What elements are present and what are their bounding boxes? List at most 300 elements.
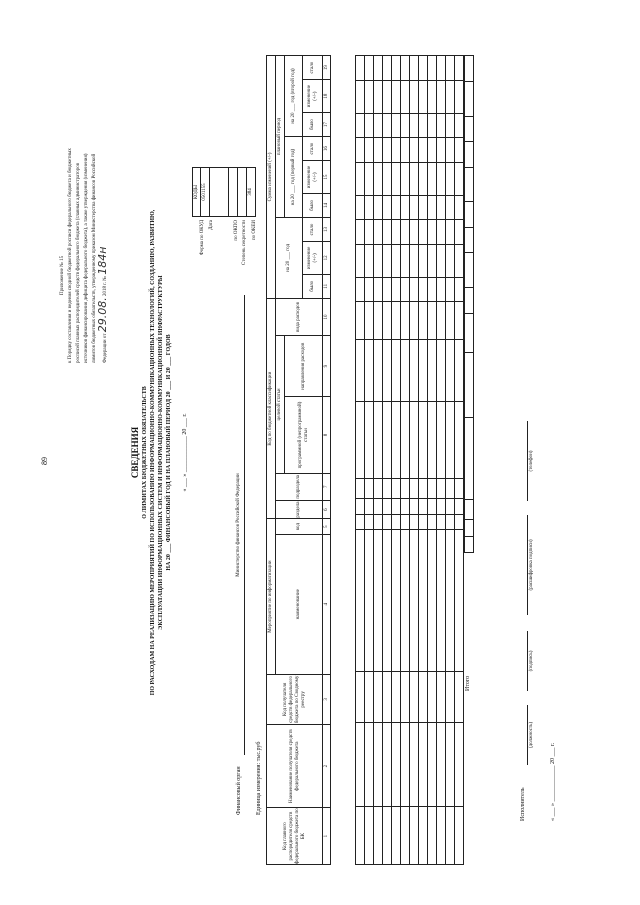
h-y1-became: стало (303, 137, 323, 161)
table-cell (365, 672, 374, 723)
table-cell (374, 277, 383, 301)
table-cell (365, 723, 374, 807)
table-cell (356, 401, 365, 479)
table-row (410, 56, 419, 865)
table-cell (356, 244, 365, 277)
total-label: Итого (465, 675, 471, 691)
table-cell (392, 514, 401, 530)
table-cell (455, 138, 464, 162)
table-cell (446, 220, 455, 244)
table-cell (437, 195, 446, 219)
position-caption: (должность) (529, 721, 534, 749)
fin-organ-underline (244, 295, 245, 755)
table-cell (383, 220, 392, 244)
table-cell (419, 195, 428, 219)
table-cell (356, 162, 365, 195)
table-cell (401, 339, 410, 401)
table-cell (419, 162, 428, 195)
total-cell (465, 142, 474, 168)
table-cell (455, 479, 464, 499)
col-num: 6 (323, 500, 331, 519)
h-y2-was: было (303, 113, 323, 137)
table-cell (365, 277, 374, 301)
table-cell (356, 723, 365, 807)
col-num: 17 (323, 113, 331, 137)
table-cell (428, 195, 437, 219)
table-cell (392, 113, 401, 137)
col-num: 1 (323, 808, 331, 865)
table-cell (410, 220, 419, 244)
table-cell (374, 514, 383, 530)
total-table (464, 55, 474, 553)
h-section: раздела (276, 500, 323, 519)
table-cell (392, 195, 401, 219)
table-cell (383, 277, 392, 301)
table-cell (365, 138, 374, 162)
table-cell (455, 195, 464, 219)
table-cell (392, 277, 401, 301)
table-cell (428, 401, 437, 479)
table-cell (392, 479, 401, 499)
table-cell (455, 672, 464, 723)
table-cell (356, 499, 365, 515)
appendix-line-2: к Порядку составления и ведения сводной бюджетной росписи федерального бюджета и бюджетных (68, 148, 73, 363)
table-cell (401, 807, 410, 865)
table-cell (374, 479, 383, 499)
table-row (401, 56, 410, 865)
table-cell (365, 339, 374, 401)
table-cell (401, 220, 410, 244)
table-cell (410, 530, 419, 672)
table-cell (446, 56, 455, 81)
codes-header: КОДЫ (193, 168, 201, 217)
total-cell (465, 313, 474, 352)
phone-caption: (телефон) (529, 450, 534, 472)
table-cell (383, 807, 392, 865)
table-cell (410, 138, 419, 162)
table-cell (446, 530, 455, 672)
table-cell (392, 244, 401, 277)
table-cell (401, 277, 410, 301)
fin-organ-label: Финансовый орган (236, 766, 242, 815)
table-cell (446, 672, 455, 723)
table-cell (419, 80, 428, 113)
table-row (446, 56, 455, 865)
table-cell (428, 138, 437, 162)
table-cell (446, 277, 455, 301)
table-cell (410, 401, 419, 479)
table-cell (401, 80, 410, 113)
table-cell (401, 401, 410, 479)
table-cell (401, 244, 410, 277)
col-num: 7 (323, 473, 331, 500)
table-cell (365, 220, 374, 244)
table-cell (446, 401, 455, 479)
table-cell (428, 220, 437, 244)
table-cell (401, 479, 410, 499)
table-cell (428, 302, 437, 340)
table-cell (428, 162, 437, 195)
limits-table (266, 55, 331, 865)
table-cell (365, 401, 374, 479)
h-exptype: вида расходов (276, 298, 323, 335)
table-cell (374, 138, 383, 162)
table-cell (437, 302, 446, 340)
table-cell (455, 339, 464, 401)
total-cell (465, 56, 474, 82)
table-cell (410, 479, 419, 499)
h-year2: на 20 ___ год (второй год) (285, 56, 303, 137)
total-cell (465, 418, 474, 499)
table-cell (428, 530, 437, 672)
table-cell (437, 138, 446, 162)
table-cell (401, 162, 410, 195)
h-y0-became: стало (303, 217, 323, 241)
title-date-line: « ___ » ____________ 20 ___ г. (182, 413, 188, 492)
data-rows-table (355, 55, 464, 865)
table-cell (428, 723, 437, 807)
table-cell (374, 723, 383, 807)
table-cell (410, 723, 419, 807)
table-cell (419, 499, 428, 515)
table-cell (455, 302, 464, 340)
table-cell (401, 499, 410, 515)
table-cell (356, 530, 365, 672)
table-cell (410, 672, 419, 723)
table-cell (401, 672, 410, 723)
table-cell (419, 514, 428, 530)
appendix-mid: 2018 г. № (103, 276, 108, 297)
appendix-number-handwritten: 184н (96, 246, 109, 275)
table-cell (419, 401, 428, 479)
h-y2-change: изменение (+/-) (303, 80, 323, 113)
table-cell (419, 723, 428, 807)
table-cell (446, 514, 455, 530)
col-num: 2 (323, 725, 331, 808)
table-cell (374, 162, 383, 195)
title-line-4: ЭКСПЛУАТАЦИИ ИНФОРМАЦИОННЫХ СИСТЕМ И ИНФОРМАЦИОННО-КОММУНИКАЦИОННОЙ ИНФРАСТРУКТУРЫ (158, 275, 164, 630)
total-cell (465, 81, 474, 116)
table-cell (446, 499, 455, 515)
position-line (527, 705, 528, 765)
table-cell (392, 80, 401, 113)
table-cell (437, 56, 446, 81)
col-num: 12 (323, 242, 331, 275)
table-cell (383, 113, 392, 137)
h-event-code: код (276, 519, 323, 534)
h-direction: направления расходов (285, 336, 323, 397)
table-cell (410, 339, 419, 401)
decode-caption: (расшифровка подписи) (529, 539, 534, 591)
table-cell (392, 807, 401, 865)
h-subsection: подраздела (276, 473, 323, 500)
table-cell (446, 479, 455, 499)
table-cell (383, 56, 392, 81)
col-num: 18 (323, 80, 331, 113)
table-cell (455, 56, 464, 81)
table-cell (437, 244, 446, 277)
table-cell (383, 302, 392, 340)
h-gr-code: Код главного распорядителя средств федерального бюджета по БК (267, 808, 323, 865)
table-cell (428, 56, 437, 81)
table-cell (356, 195, 365, 219)
table-cell (428, 113, 437, 137)
table-cell (455, 113, 464, 137)
h-program: программной (непрограммной) статьи (285, 397, 323, 474)
table-cell (356, 277, 365, 301)
table-cell (410, 499, 419, 515)
col-num: 8 (323, 397, 331, 474)
title-line-3: ПО РАСХОДАМ НА РЕАЛИЗАЦИЮ МЕРОПРИЯТИЙ ПО ИСПОЛЬЗОВАНИЮ ИНФОРМАЦИОННО-КОММУНИКАЦИОННЫХ ТЕХНОЛОГИЙ, СОЗДАНИЮ, РАЗВИТИЮ, (150, 209, 156, 696)
total-row (465, 56, 474, 553)
table-cell (446, 339, 455, 401)
col-num: 5 (323, 519, 331, 534)
h-y2-became: стало (303, 56, 323, 80)
table-row (356, 56, 365, 865)
table-cell (383, 499, 392, 515)
sign-caption: (подпись) (529, 650, 534, 672)
page-number: 89 (40, 457, 49, 465)
table-cell (365, 499, 374, 515)
table-cell (383, 80, 392, 113)
table-cell (437, 723, 446, 807)
table-cell (437, 479, 446, 499)
h-recipient-code: Код получателя средств федерального бюджета по Сводному реестру (267, 674, 323, 724)
h-y0-change: изменение (+/-) (303, 242, 323, 275)
table-cell (446, 162, 455, 195)
table-cell (392, 672, 401, 723)
table-cell (392, 162, 401, 195)
table-cell (383, 672, 392, 723)
table-cell (401, 302, 410, 340)
okpo-value (229, 168, 238, 217)
table-row (419, 56, 428, 865)
table-cell (392, 220, 401, 244)
table-cell (365, 113, 374, 137)
table-row (455, 56, 464, 865)
phone-line (527, 421, 528, 501)
table-cell (383, 244, 392, 277)
h-year1: на 20 ___ год (первый год) (285, 137, 303, 218)
table-cell (374, 113, 383, 137)
table-cell (383, 723, 392, 807)
table-cell (383, 514, 392, 530)
col-num: 11 (323, 274, 331, 298)
sign-line (527, 631, 528, 691)
table-cell (455, 723, 464, 807)
table-cell (419, 479, 428, 499)
table-cell (392, 401, 401, 479)
table-cell (455, 499, 464, 515)
h-year0: на 20 ___ год (276, 217, 303, 298)
total-cell (465, 167, 474, 202)
table-cell (410, 514, 419, 530)
table-cell (356, 138, 365, 162)
table-cell (428, 514, 437, 530)
table-cell (455, 807, 464, 865)
table-cell (392, 723, 401, 807)
title-line-1: СВЕДЕНИЯ (130, 426, 140, 479)
table-cell (356, 56, 365, 81)
table-cell (374, 80, 383, 113)
table-cell (410, 302, 419, 340)
table-cell (374, 302, 383, 340)
date-code-label: Дата (209, 220, 214, 230)
table-cell (419, 807, 428, 865)
table-cell (428, 672, 437, 723)
table-cell (365, 80, 374, 113)
table-cell (392, 499, 401, 515)
table-cell (401, 138, 410, 162)
appendix-line-6 (96, 246, 109, 363)
title-line-5: НА 20 ___ ФИНАНСОВЫЙ ГОД И НА ПЛАНОВЫЙ ПЕРИОД 20 ___ И 20 ___ ГОДОВ (166, 334, 172, 571)
degree-label: Степень секретности (242, 220, 247, 265)
table-cell (365, 302, 374, 340)
total-cell (465, 536, 474, 552)
col-num: 3 (323, 674, 331, 724)
table-cell (356, 514, 365, 530)
total-cell (465, 202, 474, 228)
table-cell (383, 479, 392, 499)
appendix-line-3: росписей главных распорядителей средств федерального бюджета (главных администраторов (76, 162, 81, 363)
col-num: 14 (323, 193, 331, 217)
col-num: 19 (323, 56, 331, 80)
table-cell (356, 339, 365, 401)
appendix-line-1: Приложение № 15 (60, 255, 65, 295)
appendix-prefix: Федерации от (103, 333, 108, 363)
table-cell (410, 113, 419, 137)
total-cell (465, 288, 474, 314)
codes-table (192, 167, 256, 217)
table-cell (419, 302, 428, 340)
okei-label: по ОКЕИ (252, 220, 257, 241)
date-value (210, 168, 229, 217)
col-num: 15 (323, 161, 331, 194)
table-cell (410, 244, 419, 277)
table-row (437, 56, 446, 865)
table-cell (383, 138, 392, 162)
table-cell (437, 113, 446, 137)
h-budget-class: Код по бюджетной классификации (267, 298, 276, 519)
table-cell (374, 220, 383, 244)
table-cell (428, 479, 437, 499)
table-cell (374, 195, 383, 219)
executor-label: Исполнитель (520, 787, 526, 821)
col-num: 4 (323, 534, 331, 674)
unit-label: Единица измерения: тыс.руб (256, 741, 262, 815)
table-cell (446, 195, 455, 219)
table-cell (455, 530, 464, 672)
table-cell (437, 499, 446, 515)
table-cell (455, 244, 464, 277)
table-cell (365, 162, 374, 195)
table-cell (419, 56, 428, 81)
decode-line (527, 515, 528, 615)
table-row (365, 56, 374, 865)
table-cell (401, 530, 410, 672)
table-cell (410, 80, 419, 113)
signature-date: « ___ » ____________ 20 ___ г. (550, 742, 556, 821)
table-cell (356, 302, 365, 340)
col-num: 13 (323, 217, 331, 241)
table-cell (437, 277, 446, 301)
table-cell (446, 723, 455, 807)
table-cell (419, 138, 428, 162)
table-cell (419, 672, 428, 723)
okei-value: 384 (247, 168, 256, 217)
table-cell (383, 530, 392, 672)
table-cell (356, 80, 365, 113)
h-event-name: наименование (276, 534, 323, 674)
h-changes: Сумма изменений (+/-) (267, 56, 276, 299)
h-target: целевой статьи (276, 336, 285, 474)
table-cell (446, 138, 455, 162)
table-cell (365, 479, 374, 499)
table-cell (419, 113, 428, 137)
okud-value: 0501155 (201, 168, 210, 217)
table-cell (383, 162, 392, 195)
table-cell (437, 339, 446, 401)
h-y1-was: было (303, 193, 323, 217)
total-cell (465, 520, 474, 536)
table-row (374, 56, 383, 865)
appendix-line-4: источников финансирования дефицита федерального бюджета), а также утверждения (изменения) (84, 153, 89, 363)
total-cell (465, 116, 474, 142)
col-num: 9 (323, 336, 331, 397)
table-cell (401, 723, 410, 807)
table-row (392, 56, 401, 865)
table-cell (374, 339, 383, 401)
table-cell (437, 80, 446, 113)
table-cell (401, 195, 410, 219)
table-cell (365, 195, 374, 219)
table-cell (419, 244, 428, 277)
table-cell (437, 672, 446, 723)
col-num: 16 (323, 137, 331, 161)
table-cell (374, 807, 383, 865)
table-cell (392, 302, 401, 340)
table-cell (374, 499, 383, 515)
table-cell (356, 807, 365, 865)
table-cell (374, 401, 383, 479)
table-cell (428, 244, 437, 277)
table-cell (356, 479, 365, 499)
table-cell (410, 277, 419, 301)
appendix-line-5: лимитов бюджетных обязательств, утвержденному приказом Министерства финансов Российской (92, 153, 97, 363)
table-cell (383, 195, 392, 219)
table-cell (455, 162, 464, 195)
okpo-label: по ОКПО (234, 220, 239, 241)
table-cell (365, 807, 374, 865)
table-cell (437, 162, 446, 195)
table-cell (428, 807, 437, 865)
h-recipient-name: Наименование получателя средств федерального бюджета (267, 725, 323, 808)
h-y0-was: было (303, 274, 323, 298)
column-number-row (323, 56, 331, 865)
table-cell (455, 220, 464, 244)
table-cell (374, 530, 383, 672)
table-row (428, 56, 437, 865)
table-cell (374, 244, 383, 277)
table-cell (401, 514, 410, 530)
table-cell (455, 514, 464, 530)
appendix-date-handwritten: 29.08. (96, 297, 109, 333)
table-cell (419, 339, 428, 401)
table-cell (446, 302, 455, 340)
table-cell (428, 277, 437, 301)
table-cell (428, 499, 437, 515)
table-cell (401, 56, 410, 81)
